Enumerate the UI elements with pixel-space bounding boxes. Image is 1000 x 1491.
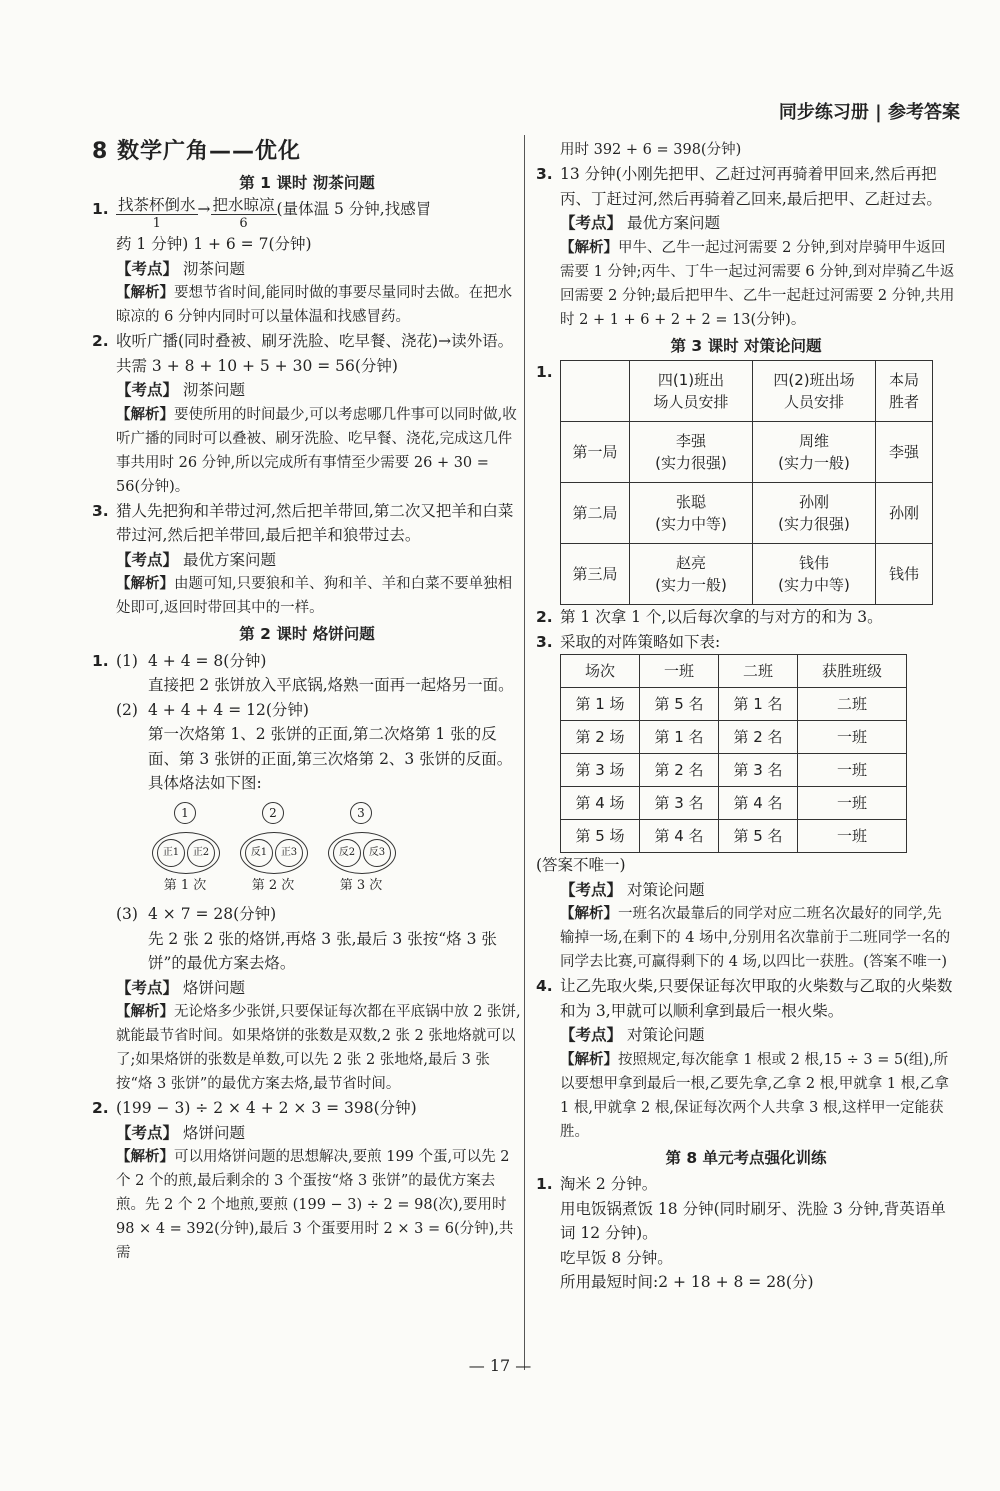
jiexi-text: 按照规定,每次能拿 1 根或 2 根,15 ÷ 3 = 5(组),所以要想甲拿到最后一根,乙要先拿,乙拿 2 根,甲就拿 1 根,乙拿 1 根,甲就拿 2 根,保证每次两个人共拿 3 根,这样甲一定能获胜。 xyxy=(560,1051,949,1140)
lesson1-q2 xyxy=(92,329,522,499)
jiexi-tag: 【解析】 xyxy=(560,1051,618,1068)
continued-text: 用时 392 + 6 = 398(分钟) xyxy=(560,142,742,158)
table-cell: 第 3 场 xyxy=(561,754,640,787)
table-cell: 第 4 名 xyxy=(640,820,719,853)
table-header-cell: 场次 xyxy=(561,655,640,688)
kaodian-tag: 【考点】 xyxy=(116,550,179,569)
step-2 xyxy=(211,197,277,232)
lesson1-q3 xyxy=(92,499,522,621)
step-circle: 2 xyxy=(262,802,284,824)
kaodian-text: 烙饼问题 xyxy=(182,978,245,997)
jiexi-tag: 【解析】 xyxy=(116,1149,174,1165)
table-cell: 一班 xyxy=(798,787,907,820)
jiexi-text: 一班名次最靠后的同学对应二班名次最好的同学,先输掉一场,在剩下的 4 场中,分别用名次靠前于二班同学一名的同学去比赛,可赢得剩下的 4 场,以四比一获胜。(答案不唯一) xyxy=(560,906,951,970)
table-cell: 第 2 名 xyxy=(719,721,798,754)
equation: 4 + 4 + 4 = 12(分钟) xyxy=(148,700,309,719)
cake: 正3 xyxy=(275,839,303,867)
right-column xyxy=(536,138,956,1295)
answer-text: 药 1 分钟) 1 + 6 = 7(分钟) xyxy=(116,235,312,253)
table-cell: 第 1 名 xyxy=(640,721,719,754)
table-row xyxy=(561,422,933,483)
pan-diagram xyxy=(152,802,522,899)
pan-icon xyxy=(152,832,220,874)
pan-label: 第 2 次 xyxy=(251,877,295,893)
equation: 4 × 7 = 28(分钟) xyxy=(148,905,277,923)
lesson1-q1 xyxy=(92,197,522,329)
step-1-label: 找茶杯倒水 xyxy=(118,196,196,214)
chapter-title: 8 数学广角——优化 xyxy=(92,139,301,164)
step-2-minutes: 6 xyxy=(239,216,248,231)
table-cell: 李强 (实力很强) xyxy=(630,422,753,483)
q-number: 3. xyxy=(536,165,553,183)
q-number: 2. xyxy=(92,332,109,350)
answer-text: 用电饭锅煮饭 18 分钟(同时刷牙、洗脸 3 分钟,背英语单词 12 分钟)。 xyxy=(560,1199,946,1242)
kaodian-text: 烙饼问题 xyxy=(182,1123,245,1142)
pan-label: 第 1 次 xyxy=(163,877,207,893)
table-cell: 孙刚 xyxy=(876,483,933,544)
table-cell: 钱伟 (实力中等) xyxy=(753,544,876,605)
table-header-cell: 四(2)班出场 人员安排 xyxy=(753,361,876,422)
answer-text: 吃早饭 8 分钟。 xyxy=(560,1248,673,1267)
table-cell: 第 4 名 xyxy=(719,787,798,820)
table-cell: 二班 xyxy=(798,688,907,721)
sub-number: (2) xyxy=(116,700,138,719)
jiexi-text: 要想节省时间,能同时做的事要尽量同时去做。在把水晾凉的 6 分钟内同时可以量体温和找感冒药。 xyxy=(116,285,513,325)
table-cell: 第 5 场 xyxy=(561,820,640,853)
step-circle: 3 xyxy=(350,802,372,824)
table-cell: 第 5 名 xyxy=(640,688,719,721)
q-number: 3. xyxy=(92,501,109,520)
match-table xyxy=(560,360,933,605)
jiexi-text: 由题可知,只要狼和羊、狗和羊、羊和白菜不要单独相处即可,返回时带回其中的一样。 xyxy=(116,576,513,616)
note-text: (答案不唯一) xyxy=(536,856,626,874)
table-header-cell: 四(1)班出 场人员安排 xyxy=(630,361,753,422)
table-cell: 第 5 名 xyxy=(719,820,798,853)
lesson3-q2 xyxy=(536,605,956,630)
pan-step xyxy=(240,802,306,899)
q-number: 3. xyxy=(536,632,553,651)
left-column xyxy=(92,138,522,1265)
sub-number: (3) xyxy=(116,905,138,923)
answer-text: 收听广播(同时叠被、刷牙洗脸、吃早餐、浇花)→读外语。共需 3 + 8 + 10 + 5 + 30 = 56(分钟) xyxy=(116,332,514,375)
kaodian-text: 沏茶问题 xyxy=(182,381,245,399)
jiexi-tag: 【解析】 xyxy=(116,576,174,592)
lesson3-q1 xyxy=(536,360,956,605)
q-number: 4. xyxy=(536,977,553,995)
q-number: 1. xyxy=(536,1175,553,1193)
cake: 反1 xyxy=(245,839,273,867)
kaodian-tag: 【考点】 xyxy=(116,978,179,997)
q-number: 2. xyxy=(536,608,553,626)
answer-text: 第一次烙第 1、2 张饼的正面,第二次烙第 1 张的反面、第 3 张饼的正面,第三次烙第 2、3 张饼的反面。具体烙法如下图: xyxy=(148,725,513,792)
table-cell: 第 3 名 xyxy=(719,754,798,787)
kaodian-text: 对策论问题 xyxy=(626,1026,705,1044)
q-number: 1. xyxy=(92,200,109,218)
table-cell: 钱伟 xyxy=(876,544,933,605)
pan-step xyxy=(328,802,394,899)
table-row xyxy=(561,544,933,605)
answer-text: 淘米 2 分钟。 xyxy=(560,1175,658,1193)
jiexi-tag: 【解析】 xyxy=(116,285,174,301)
table-cell: 一班 xyxy=(798,721,907,754)
answer-text: (量体温 5 分钟,找感冒 xyxy=(276,200,432,218)
kaodian-tag: 【考点】 xyxy=(560,880,623,899)
lesson2-title: 第 2 课时 烙饼问题 xyxy=(239,625,375,643)
answer-text: 所用最短时间:2 + 18 + 8 = 28(分) xyxy=(560,1273,814,1291)
jiexi-tag: 【解析】 xyxy=(116,1004,174,1020)
strategy-table xyxy=(560,654,907,853)
table-cell: 第 1 名 xyxy=(719,688,798,721)
cake: 正1 xyxy=(157,839,185,867)
arrow-icon: → xyxy=(197,200,211,218)
unit-q1 xyxy=(536,1172,956,1295)
table-cell: 第 2 场 xyxy=(561,721,640,754)
answer-text: 直接把 2 张饼放入平底锅,烙熟一面再一起烙另一面。 xyxy=(148,676,514,694)
page-number: — 17 — xyxy=(468,1356,532,1375)
answer-text: 让乙先取火柴,只要保证每次甲取的火柴数与乙取的火柴数和为 3,甲就可以顺利拿到最后一根火柴。 xyxy=(560,977,953,1020)
sub-number: (1) xyxy=(116,651,138,670)
q-number: 1. xyxy=(536,363,553,381)
table-cell: 第 3 名 xyxy=(640,787,719,820)
cake: 反2 xyxy=(333,839,361,867)
step-1-minutes: 1 xyxy=(152,216,161,231)
jiexi-text: 要使所用的时间最少,可以考虑哪几件事可以同时做,收听广播的同时可以叠被、刷牙洗脸、吃早餐、浇花,完成这几件事共用时 26 分钟,所以完成所有事情至少需要 26 + 30 = 56(分钟)。 xyxy=(116,406,517,495)
q-number: 1. xyxy=(92,651,109,670)
table-header-cell xyxy=(561,361,630,422)
jiexi-text: 无论烙多少张饼,只要保证每次都在平底锅中放 2 张饼,就能最节省时间。如果烙饼的张数是双数,2 张 2 张地烙就可以了;如果烙饼的张数是单数,可以先 2 张 2 张地烙,最后 3 张按“烙 3 张饼”的最优方案去烙,最节省时间。 xyxy=(116,1004,521,1092)
answer-text: 猎人先把狗和羊带过河,然后把羊带回,第二次又把羊和白菜带过河,然后把羊带回,最后把羊和狼带过去。 xyxy=(116,501,514,544)
unit-title: 第 8 单元考点强化训练 xyxy=(665,1148,827,1167)
table-cell: 第 1 场 xyxy=(561,688,640,721)
cake: 反3 xyxy=(363,839,391,867)
table-row xyxy=(561,820,907,853)
step-2-label: 把水晾凉 xyxy=(212,196,275,214)
equation: 4 + 4 = 8(分钟) xyxy=(148,651,267,670)
table-cell: 一班 xyxy=(798,754,907,787)
kaodian-tag: 【考点】 xyxy=(116,381,179,399)
table-cell: 第三局 xyxy=(561,544,630,605)
table-cell: 一班 xyxy=(798,820,907,853)
answer-text: 采取的对阵策略如下表: xyxy=(560,632,721,651)
table-row xyxy=(561,483,933,544)
pan-icon xyxy=(328,832,396,874)
pan-icon xyxy=(240,832,308,874)
table-cell: 孙刚 (实力很强) xyxy=(753,483,876,544)
table-cell: 第 4 场 xyxy=(561,787,640,820)
lesson3-q3 xyxy=(536,630,956,854)
table-cell: 赵亮 (实力一般) xyxy=(630,544,753,605)
kaodian-tag: 【考点】 xyxy=(116,259,179,278)
table-cell: 第一局 xyxy=(561,422,630,483)
answer-text: 13 分钟(小刚先把甲、乙赶过河再骑着甲回来,然后再把丙、丁赶过河,然后再骑着乙回来,最后把甲、乙赶过去。 xyxy=(560,165,942,208)
cake: 正2 xyxy=(187,839,215,867)
pan-step xyxy=(152,802,218,899)
table-cell: 第 2 名 xyxy=(640,754,719,787)
table-cell: 第二局 xyxy=(561,483,630,544)
lesson3-title: 第 3 课时 对策论问题 xyxy=(670,336,822,355)
lesson2-q2 xyxy=(92,1096,522,1265)
kaodian-text: 沏茶问题 xyxy=(182,259,245,278)
lesson1-title: 第 1 课时 沏茶问题 xyxy=(239,173,375,192)
lesson2-q3 xyxy=(536,162,956,332)
answer-text: (199 − 3) ÷ 2 × 4 + 2 × 3 = 398(分钟) xyxy=(116,1099,417,1117)
table-header-row xyxy=(561,361,933,422)
table-row xyxy=(561,787,907,820)
kaodian-tag: 【考点】 xyxy=(560,214,623,232)
kaodian-text: 对策论问题 xyxy=(626,880,705,899)
table-cell: 周维 (实力一般) xyxy=(753,422,876,483)
table-cell: 张聪 (实力中等) xyxy=(630,483,753,544)
table-header-cell: 获胜班级 xyxy=(798,655,907,688)
step-1 xyxy=(116,197,198,232)
kaodian-text: 最优方案问题 xyxy=(182,550,276,569)
running-header: 同步练习册 | 参考答案 xyxy=(778,102,960,123)
jiexi-tag: 【解析】 xyxy=(116,406,174,423)
table-cell: 李强 xyxy=(876,422,933,483)
jiexi-tag: 【解析】 xyxy=(560,906,618,922)
jiexi-text: 甲牛、乙牛一起过河需要 2 分钟,到对岸骑甲牛返回需要 1 分钟;丙牛、丁牛一起过河需要 6 分钟,到对岸骑乙牛返回需要 2 分钟;最后把甲牛、乙牛一起赶过河需要 2 分钟,共用时 2 + 1 + 6 + 2 + 2 = 13(分钟)。 xyxy=(560,239,955,328)
lesson2-q1 xyxy=(92,649,522,1097)
answer-text: 第 1 次拿 1 个,以后每次拿的与对方的和为 3。 xyxy=(560,608,883,626)
pan-label: 第 3 次 xyxy=(339,877,383,893)
table-row xyxy=(561,721,907,754)
kaodian-tag: 【考点】 xyxy=(560,1026,623,1044)
table-row xyxy=(561,754,907,787)
lesson3-q4 xyxy=(536,974,956,1144)
kaodian-text: 最优方案问题 xyxy=(626,214,720,232)
table-header-cell: 一班 xyxy=(640,655,719,688)
table-row xyxy=(561,688,907,721)
table-header-row xyxy=(561,655,907,688)
column-divider xyxy=(524,135,525,1370)
q-number: 2. xyxy=(92,1099,109,1117)
answer-text: 先 2 张 2 张的烙饼,再烙 3 张,最后 3 张按“烙 3 张饼”的最优方案去烙。 xyxy=(148,929,497,972)
jiexi-tag: 【解析】 xyxy=(560,239,618,256)
kaodian-tag: 【考点】 xyxy=(116,1123,179,1142)
table-header-cell: 本局 胜者 xyxy=(876,361,933,422)
table-header-cell: 二班 xyxy=(719,655,798,688)
step-circle: 1 xyxy=(174,802,196,824)
jiexi-text: 可以用烙饼问题的思想解决,要煎 199 个蛋,可以先 2 个 2 个的煎,最后剩余的 3 个蛋按“烙 3 张饼”的最优方案去煎。先 2 个 2 个地煎,要煎 (199 − 3) ÷ 2 = 98(次),要用时 98 × 4 = 392(分钟),最后 3 个蛋要用时 2 × 3 = 6(分钟),共需 xyxy=(116,1149,514,1261)
